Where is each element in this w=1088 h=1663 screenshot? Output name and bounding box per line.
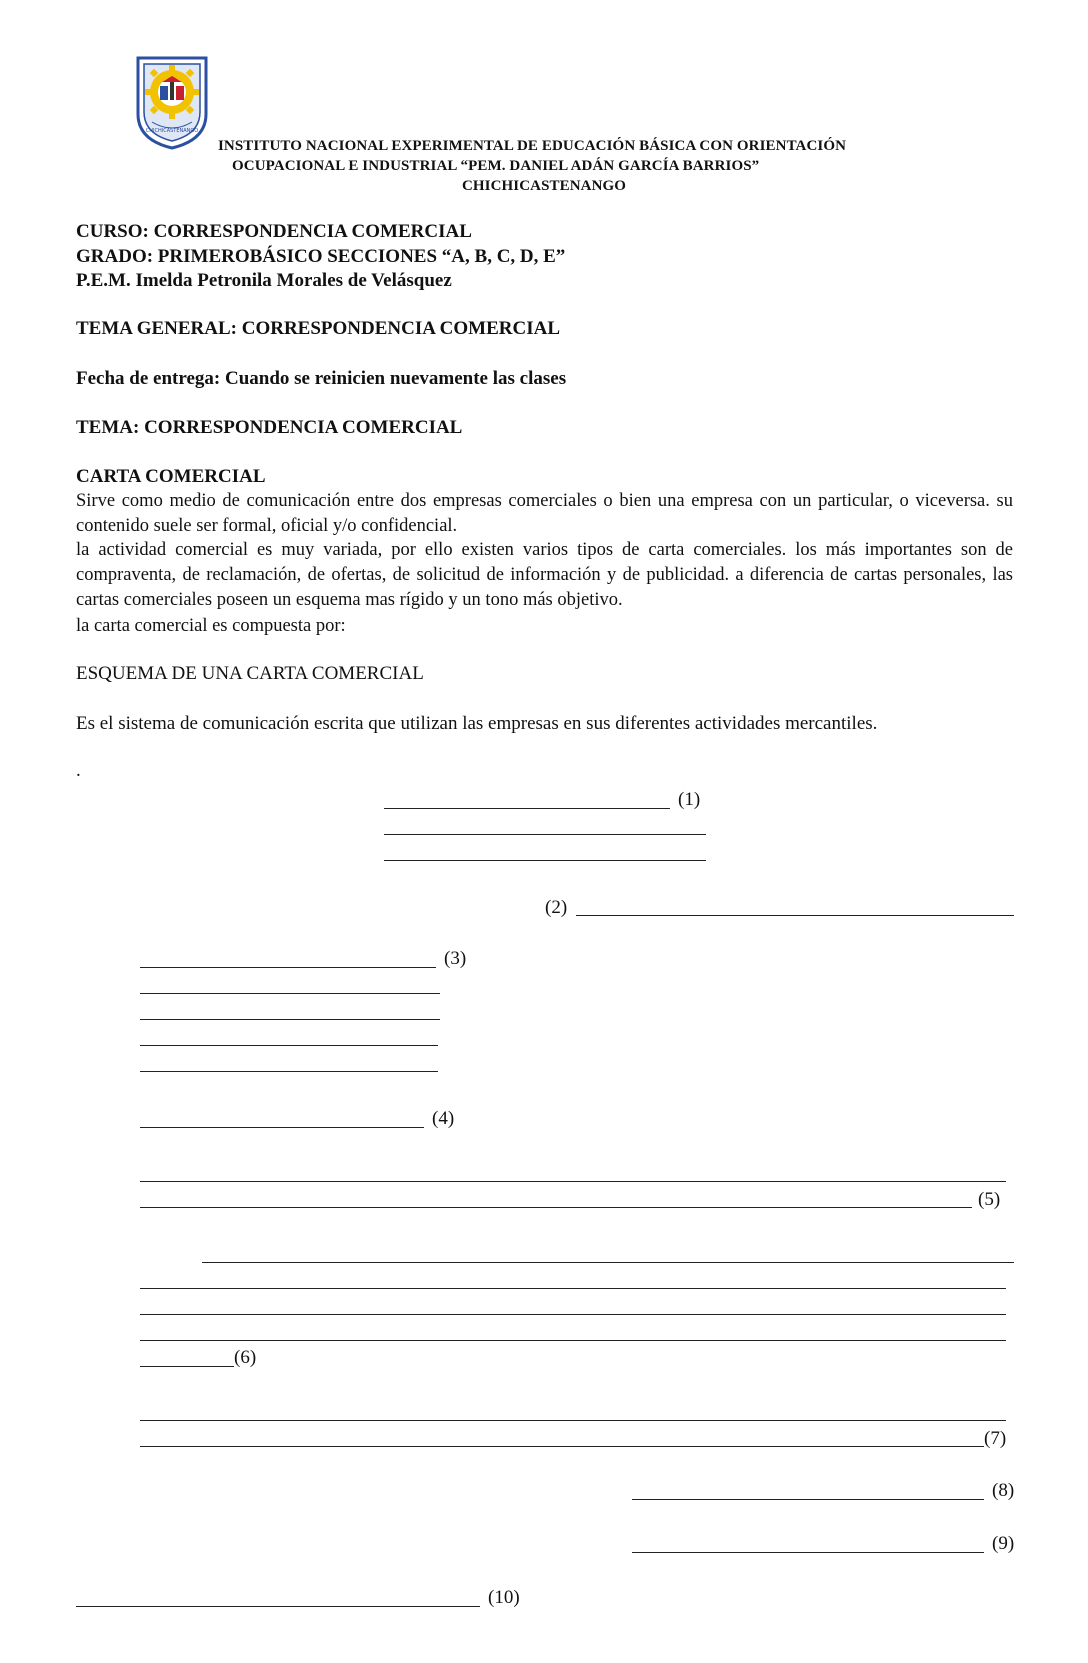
blank-line-body-d xyxy=(140,1340,1006,1341)
blank-line-5a xyxy=(140,1181,1006,1182)
course-name: CURSO: CORRESPONDENCIA COMERCIAL xyxy=(76,221,472,242)
blank-line-body-b xyxy=(140,1288,1006,1289)
label-5: (5) xyxy=(978,1189,1001,1210)
institute-city: CHICHICASTENANGO xyxy=(461,178,627,194)
carta-paragraph-1: Sirve como medio de comunicación entre dos empresas comerciales o bien una empresa con un particular, o viceversa. su contenido suele ser formal, oficial y/o confidencial. xyxy=(76,491,1013,536)
label-8: (8) xyxy=(992,1480,1015,1501)
section-title-esquema: ESQUEMA DE UNA CARTA COMERCIAL xyxy=(76,663,424,684)
label-7: (7) xyxy=(984,1428,1007,1449)
blank-line-9 xyxy=(632,1552,984,1553)
blank-line-3e xyxy=(140,1071,438,1072)
delivery-date: Fecha de entrega: Cuando se reinicien nuevamente las clases xyxy=(76,368,567,389)
blank-line-1b xyxy=(384,834,706,835)
blank-line-body-c xyxy=(140,1314,1006,1315)
blank-line-7a xyxy=(140,1420,1006,1421)
label-3: (3) xyxy=(444,948,467,969)
blank-line-1a xyxy=(384,808,670,809)
blank-line-3b xyxy=(140,993,440,994)
institute-name-line1: INSTITUTO NACIONAL EXPERIMENTAL DE EDUCACIÓN BÁSICA CON ORIENTACIÓN xyxy=(218,138,847,154)
label-2: (2) xyxy=(545,897,568,918)
blank-line-2 xyxy=(576,915,1014,916)
blank-line-10 xyxy=(76,1606,480,1607)
blank-line-7b xyxy=(140,1446,984,1447)
dot-mark: . xyxy=(76,760,81,781)
carta-paragraph-2: la actividad comercial es muy variada, por ello existen varios tipos de carta comerciales. los más importantes son de compraventa, de reclamación, de ofertas, de solicitud de información y de publicidad. a diferencia de cartas personales, las cartas comerciales poseen un esquema mas rígido y un tono más objetivo. xyxy=(76,540,1013,610)
blank-line-5b xyxy=(140,1207,972,1208)
blank-line-6 xyxy=(140,1366,234,1367)
section-title-carta: CARTA COMERCIAL xyxy=(76,466,266,487)
blank-line-3a xyxy=(140,967,436,968)
label-1: (1) xyxy=(678,789,701,810)
grade-sections: GRADO: PRIMEROBÁSICO SECCIONES “A, B, C, D, E” xyxy=(76,246,566,267)
label-6: (6) xyxy=(234,1347,257,1368)
teacher-name: P.E.M. Imelda Petronila Morales de Velásquez xyxy=(76,270,452,291)
general-topic: TEMA GENERAL: CORRESPONDENCIA COMERCIAL xyxy=(76,318,561,339)
blank-line-1c xyxy=(384,860,706,861)
esquema-description: Es el sistema de comunicación escrita que utilizan las empresas en sus diferentes actividades mercantiles. xyxy=(76,713,878,734)
blank-line-3c xyxy=(140,1019,440,1020)
carta-paragraph-3: la carta comercial es compuesta por: xyxy=(76,616,346,636)
blank-line-3d xyxy=(140,1045,438,1046)
label-9: (9) xyxy=(992,1533,1015,1554)
topic: TEMA: CORRESPONDENCIA COMERCIAL xyxy=(76,417,463,438)
institute-name-line2: OCUPACIONAL E INDUSTRIAL “PEM. DANIEL ADÁN GARCÍA BARRIOS” xyxy=(232,158,760,174)
blank-line-8 xyxy=(632,1499,984,1500)
svg-text:CHICHICASTENANGO: CHICHICASTENANGO xyxy=(145,128,199,134)
label-10: (10) xyxy=(488,1587,520,1608)
blank-line-4 xyxy=(140,1127,424,1128)
blank-line-body-a xyxy=(202,1262,1014,1263)
label-4: (4) xyxy=(432,1108,455,1129)
school-crest-logo xyxy=(132,52,212,152)
